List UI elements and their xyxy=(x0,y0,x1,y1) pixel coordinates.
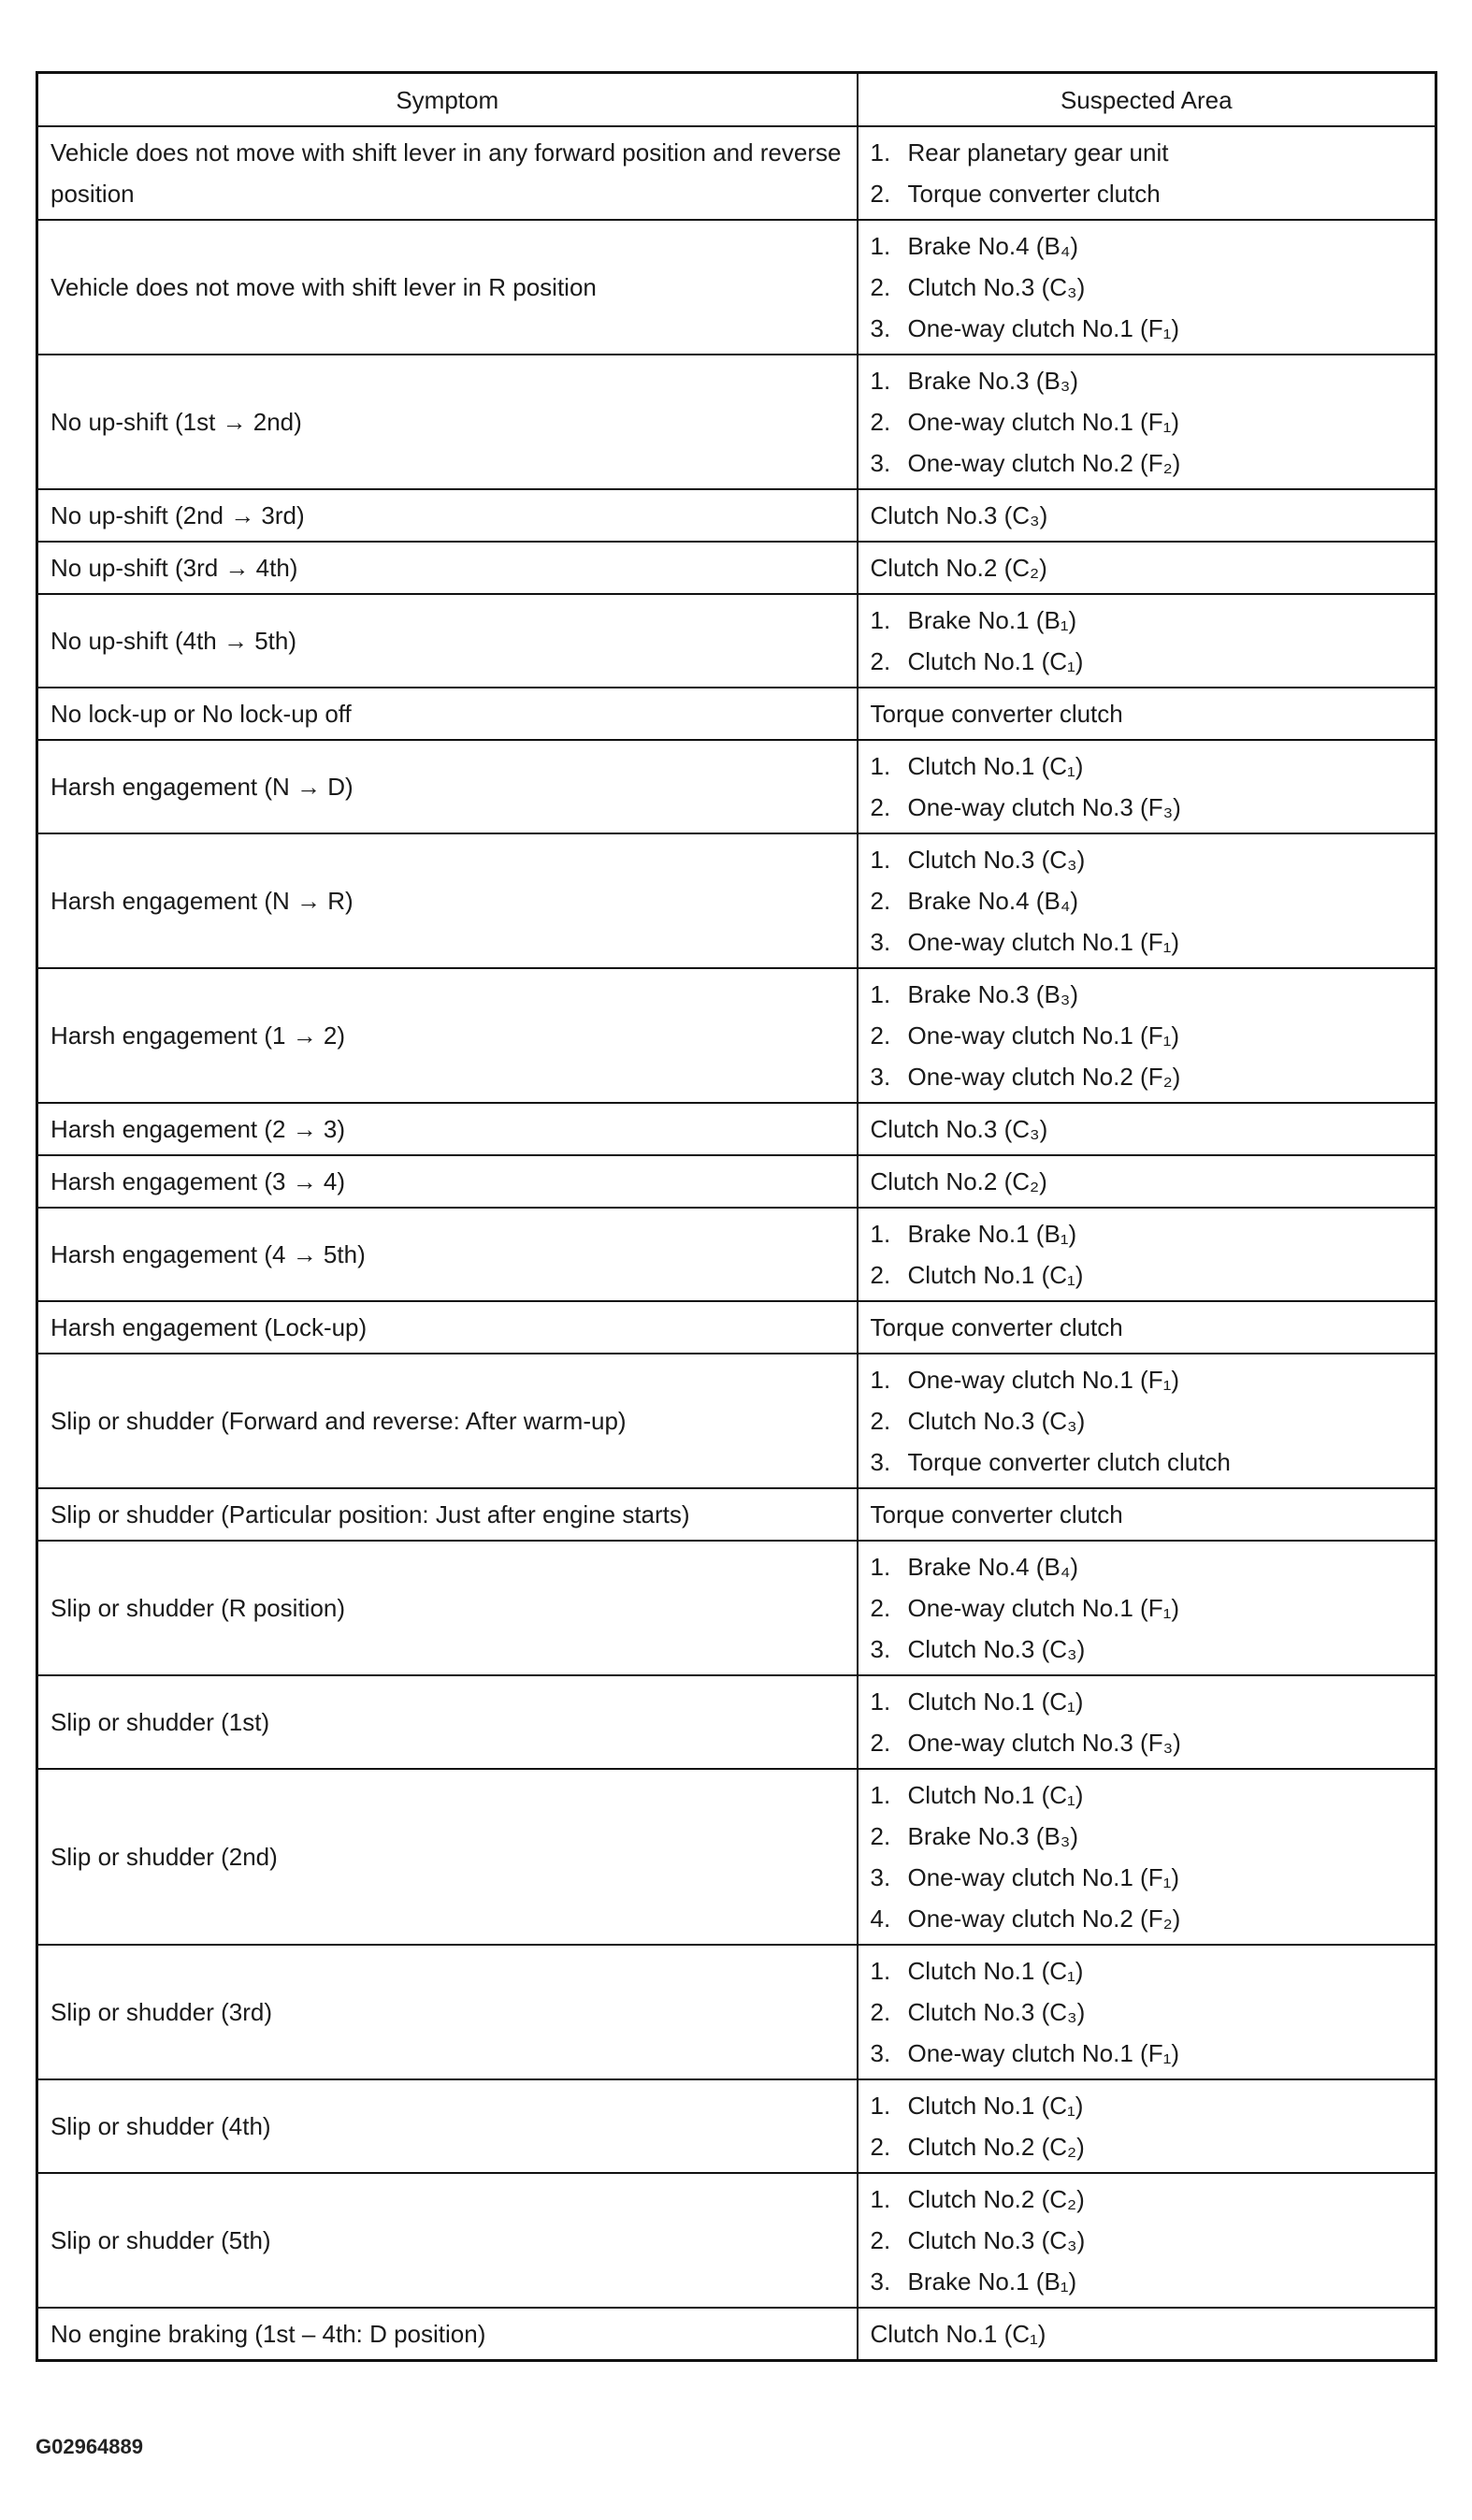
symptom-table xyxy=(36,71,1437,2362)
suspected-area-text: Torque converter clutch clutch xyxy=(907,1448,1231,1476)
item-number: 2. xyxy=(870,793,891,821)
suspected-area-item xyxy=(871,1400,1423,1441)
symptom-cell: Harsh engagement (N → D) xyxy=(37,740,858,833)
suspected-area-item xyxy=(871,839,1423,880)
suspected-area-item xyxy=(871,974,1423,1015)
suspected-area-cell xyxy=(858,1769,1436,1945)
suspected-area-text: One-way clutch No.3 (F₃) xyxy=(907,793,1181,821)
table-row xyxy=(37,489,1436,542)
table-row xyxy=(37,1354,1436,1488)
suspected-area-text: Torque converter clutch xyxy=(870,700,1123,728)
suspected-area-cell xyxy=(858,2173,1436,2308)
suspected-area-item xyxy=(871,225,1423,267)
suspected-area-item xyxy=(871,787,1423,828)
symptom-cell: Slip or shudder (5th) xyxy=(37,2173,858,2308)
suspected-area-text: Clutch No.1 (C₁) xyxy=(907,1261,1084,1289)
table-row xyxy=(37,2173,1436,2308)
suspected-area-item xyxy=(871,2126,1423,2167)
suspected-area-text: Torque converter clutch xyxy=(907,180,1161,208)
suspected-area-text: Brake No.3 (B₃) xyxy=(907,1822,1079,1850)
table-row xyxy=(37,1541,1436,1675)
table-row xyxy=(37,1769,1436,1945)
suspected-area-text: Clutch No.3 (C₃) xyxy=(870,501,1048,529)
symptom-cell: No up-shift (3rd → 4th) xyxy=(37,542,858,594)
item-number: 3. xyxy=(870,1863,891,1891)
suspected-area-item xyxy=(871,2313,1423,2354)
suspected-area-text: One-way clutch No.2 (F₂) xyxy=(907,449,1181,477)
suspected-area-text: Brake No.1 (B₁) xyxy=(907,2267,1077,2296)
suspected-area-text: One-way clutch No.1 (F₁) xyxy=(907,1863,1180,1891)
suspected-area-item xyxy=(871,1898,1423,1939)
table-row xyxy=(37,220,1436,355)
table-row xyxy=(37,2308,1436,2361)
suspected-area-text: Clutch No.1 (C₁) xyxy=(907,1781,1084,1809)
suspected-area-item xyxy=(871,693,1423,734)
item-number: 1. xyxy=(870,1220,891,1248)
item-number: 1. xyxy=(870,606,891,634)
suspected-area-text: Brake No.1 (B₁) xyxy=(907,1220,1077,1248)
symptom-cell: Slip or shudder (3rd) xyxy=(37,1945,858,2079)
symptom-cell: Slip or shudder (R position) xyxy=(37,1541,858,1675)
symptom-cell: Slip or shudder (2nd) xyxy=(37,1769,858,1945)
suspected-area-item xyxy=(871,1494,1423,1535)
suspected-area-cell xyxy=(858,1301,1436,1354)
symptom-cell: Slip or shudder (Particular position: Just after engine starts) xyxy=(37,1488,858,1541)
suspected-area-item xyxy=(871,1587,1423,1629)
suspected-area-cell xyxy=(858,1675,1436,1769)
symptom-cell: No engine braking (1st – 4th: D position) xyxy=(37,2308,858,2361)
figure-id: G02964889 xyxy=(36,2435,143,2458)
symptom-cell: Harsh engagement (4 → 5th) xyxy=(37,1208,858,1301)
suspected-area-text: One-way clutch No.2 (F₂) xyxy=(907,1904,1181,1933)
symptom-cell: Vehicle does not move with shift lever in any forward position and reverse position xyxy=(37,126,858,220)
suspected-area-text: Rear planetary gear unit xyxy=(907,138,1169,167)
table-row xyxy=(37,126,1436,220)
item-number: 2. xyxy=(870,647,891,675)
item-number: 3. xyxy=(870,314,891,342)
table-row xyxy=(37,1675,1436,1769)
item-number: 1. xyxy=(870,1781,891,1809)
item-number: 2. xyxy=(870,1594,891,1622)
item-number: 2. xyxy=(870,887,891,915)
item-number: 2. xyxy=(870,1021,891,1050)
item-number: 1. xyxy=(870,846,891,874)
suspected-area-item xyxy=(871,1629,1423,1670)
suspected-area-item xyxy=(871,1991,1423,2033)
suspected-area-item xyxy=(871,2085,1423,2126)
suspected-area-text: Clutch No.2 (C₂) xyxy=(907,2185,1085,2213)
suspected-area-item xyxy=(871,1254,1423,1296)
item-number: 3. xyxy=(870,1635,891,1663)
suspected-area-text: Brake No.4 (B₄) xyxy=(907,232,1079,260)
table-row xyxy=(37,355,1436,489)
item-number: 1. xyxy=(870,2185,891,2213)
suspected-area-text: Clutch No.2 (C₂) xyxy=(870,554,1047,582)
suspected-area-text: Clutch No.3 (C₃) xyxy=(870,1115,1048,1143)
suspected-area-item xyxy=(871,2220,1423,2261)
symptom-cell: No lock-up or No lock-up off xyxy=(37,688,858,740)
item-number: 3. xyxy=(870,928,891,956)
item-number: 3. xyxy=(870,1448,891,1476)
suspected-area-item xyxy=(871,267,1423,308)
suspected-area-item xyxy=(871,1774,1423,1816)
table-row xyxy=(37,1155,1436,1208)
suspected-area-cell xyxy=(858,1541,1436,1675)
suspected-area-text: Clutch No.1 (C₁) xyxy=(907,2092,1084,2120)
suspected-area-text: One-way clutch No.1 (F₁) xyxy=(907,1366,1180,1394)
item-number: 3. xyxy=(870,2039,891,2067)
suspected-area-text: Clutch No.1 (C₁) xyxy=(907,1957,1084,1985)
suspected-area-item xyxy=(871,921,1423,963)
item-number: 2. xyxy=(870,1729,891,1757)
suspected-area-text: Brake No.3 (B₃) xyxy=(907,980,1079,1008)
suspected-area-item xyxy=(871,1359,1423,1400)
suspected-area-item xyxy=(871,2261,1423,2302)
suspected-area-text: One-way clutch No.3 (F₃) xyxy=(907,1729,1181,1757)
item-number: 1. xyxy=(870,2092,891,2120)
suspected-area-item xyxy=(871,1546,1423,1587)
suspected-area-cell xyxy=(858,833,1436,968)
item-number: 1. xyxy=(870,1687,891,1716)
item-number: 4. xyxy=(870,1904,891,1933)
suspected-area-text: One-way clutch No.1 (F₁) xyxy=(907,928,1180,956)
suspected-area-text: One-way clutch No.2 (F₂) xyxy=(907,1063,1181,1091)
item-number: 1. xyxy=(870,1366,891,1394)
item-number: 2. xyxy=(870,180,891,208)
suspected-area-item xyxy=(871,1015,1423,1056)
suspected-area-text: One-way clutch No.1 (F₁) xyxy=(907,1594,1180,1622)
symptom-cell: Harsh engagement (2 → 3) xyxy=(37,1103,858,1155)
suspected-area-cell xyxy=(858,220,1436,355)
suspected-area-text: One-way clutch No.1 (F₁) xyxy=(907,408,1180,436)
table-row xyxy=(37,594,1436,688)
table-row xyxy=(37,833,1436,968)
header-symptom: Symptom xyxy=(37,73,858,127)
suspected-area-item xyxy=(871,442,1423,484)
item-number: 2. xyxy=(870,2226,891,2254)
suspected-area-text: Clutch No.1 (C₁) xyxy=(907,1687,1084,1716)
suspected-area-cell xyxy=(858,1945,1436,2079)
symptom-cell: Harsh engagement (Lock-up) xyxy=(37,1301,858,1354)
suspected-area-item xyxy=(871,600,1423,641)
item-number: 2. xyxy=(870,1407,891,1435)
suspected-area-text: Clutch No.1 (C₁) xyxy=(907,752,1084,780)
suspected-area-item xyxy=(871,1950,1423,1991)
suspected-area-text: Torque converter clutch xyxy=(870,1500,1123,1528)
header-suspected-area: Suspected Area xyxy=(858,73,1436,127)
item-number: 1. xyxy=(870,752,891,780)
symptom-cell: Slip or shudder (Forward and reverse: After warm-up) xyxy=(37,1354,858,1488)
symptom-cell: Harsh engagement (N → R) xyxy=(37,833,858,968)
suspected-area-item xyxy=(871,2033,1423,2074)
symptom-cell: No up-shift (1st → 2nd) xyxy=(37,355,858,489)
item-number: 1. xyxy=(870,1957,891,1985)
table-row xyxy=(37,1945,1436,2079)
symptom-cell: Slip or shudder (4th) xyxy=(37,2079,858,2173)
suspected-area-item xyxy=(871,1857,1423,1898)
suspected-area-cell xyxy=(858,2308,1436,2361)
symptom-cell: Slip or shudder (1st) xyxy=(37,1675,858,1769)
suspected-area-cell xyxy=(858,740,1436,833)
suspected-area-text: Clutch No.3 (C₃) xyxy=(907,846,1086,874)
table-row xyxy=(37,542,1436,594)
suspected-area-cell xyxy=(858,594,1436,688)
suspected-area-text: Clutch No.3 (C₃) xyxy=(907,2226,1086,2254)
item-number: 3. xyxy=(870,449,891,477)
suspected-area-item xyxy=(871,1108,1423,1150)
suspected-area-item xyxy=(871,1681,1423,1722)
suspected-area-text: Clutch No.2 (C₂) xyxy=(907,2133,1085,2161)
suspected-area-text: One-way clutch No.1 (F₁) xyxy=(907,314,1180,342)
suspected-area-text: Clutch No.3 (C₃) xyxy=(907,1635,1086,1663)
table-row xyxy=(37,1488,1436,1541)
symptom-cell: Harsh engagement (3 → 4) xyxy=(37,1155,858,1208)
suspected-area-text: Brake No.4 (B₄) xyxy=(907,1553,1079,1581)
item-number: 1. xyxy=(870,138,891,167)
item-number: 2. xyxy=(870,408,891,436)
item-number: 1. xyxy=(870,1553,891,1581)
table-row xyxy=(37,968,1436,1103)
table-row xyxy=(37,1208,1436,1301)
symptom-cell: No up-shift (4th → 5th) xyxy=(37,594,858,688)
item-number: 2. xyxy=(870,1261,891,1289)
table-header-row xyxy=(37,73,1436,127)
suspected-area-text: One-way clutch No.1 (F₁) xyxy=(907,1021,1180,1050)
table-row xyxy=(37,688,1436,740)
table-body xyxy=(37,126,1436,2361)
suspected-area-item xyxy=(871,360,1423,401)
symptom-cell: No up-shift (2nd → 3rd) xyxy=(37,489,858,542)
table-row xyxy=(37,1103,1436,1155)
symptom-cell: Vehicle does not move with shift lever in R position xyxy=(37,220,858,355)
suspected-area-cell xyxy=(858,1155,1436,1208)
suspected-area-text: Clutch No.2 (C₂) xyxy=(870,1167,1047,1195)
table-row xyxy=(37,740,1436,833)
suspected-area-text: Brake No.3 (B₃) xyxy=(907,367,1079,395)
suspected-area-item xyxy=(871,2179,1423,2220)
suspected-area-item xyxy=(871,1307,1423,1348)
suspected-area-item xyxy=(871,1056,1423,1097)
suspected-area-item xyxy=(871,173,1423,214)
suspected-area-item xyxy=(871,132,1423,173)
suspected-area-cell xyxy=(858,126,1436,220)
item-number: 3. xyxy=(870,2267,891,2296)
suspected-area-text: Brake No.4 (B₄) xyxy=(907,887,1079,915)
suspected-area-cell xyxy=(858,542,1436,594)
suspected-area-item xyxy=(871,1161,1423,1202)
suspected-area-item xyxy=(871,1441,1423,1483)
suspected-area-cell xyxy=(858,355,1436,489)
suspected-area-item xyxy=(871,401,1423,442)
suspected-area-item xyxy=(871,1816,1423,1857)
suspected-area-cell xyxy=(858,1354,1436,1488)
table-row xyxy=(37,1301,1436,1354)
suspected-area-text: Clutch No.1 (C₁) xyxy=(907,647,1084,675)
item-number: 2. xyxy=(870,1998,891,2026)
suspected-area-item xyxy=(871,746,1423,787)
suspected-area-cell xyxy=(858,2079,1436,2173)
item-number: 1. xyxy=(870,980,891,1008)
symptom-cell: Harsh engagement (1 → 2) xyxy=(37,968,858,1103)
suspected-area-item xyxy=(871,1722,1423,1763)
suspected-area-text: Clutch No.3 (C₃) xyxy=(907,1998,1086,2026)
suspected-area-cell xyxy=(858,489,1436,542)
suspected-area-text: Torque converter clutch xyxy=(870,1313,1123,1341)
suspected-area-item xyxy=(871,880,1423,921)
suspected-area-text: One-way clutch No.1 (F₁) xyxy=(907,2039,1180,2067)
suspected-area-item xyxy=(871,547,1423,588)
suspected-area-cell xyxy=(858,688,1436,740)
suspected-area-cell xyxy=(858,1208,1436,1301)
suspected-area-item xyxy=(871,641,1423,682)
suspected-area-text: Clutch No.1 (C₁) xyxy=(870,2320,1046,2348)
item-number: 2. xyxy=(870,2133,891,2161)
suspected-area-cell xyxy=(858,1488,1436,1541)
suspected-area-text: Clutch No.3 (C₃) xyxy=(907,273,1086,301)
item-number: 1. xyxy=(870,367,891,395)
item-number: 2. xyxy=(870,1822,891,1850)
suspected-area-item xyxy=(871,308,1423,349)
suspected-area-text: Brake No.1 (B₁) xyxy=(907,606,1077,634)
suspected-area-cell xyxy=(858,968,1436,1103)
table-row xyxy=(37,2079,1436,2173)
suspected-area-item xyxy=(871,495,1423,536)
suspected-area-text: Clutch No.3 (C₃) xyxy=(907,1407,1086,1435)
suspected-area-item xyxy=(871,1213,1423,1254)
item-number: 2. xyxy=(870,273,891,301)
item-number: 3. xyxy=(870,1063,891,1091)
suspected-area-cell xyxy=(858,1103,1436,1155)
item-number: 1. xyxy=(870,232,891,260)
